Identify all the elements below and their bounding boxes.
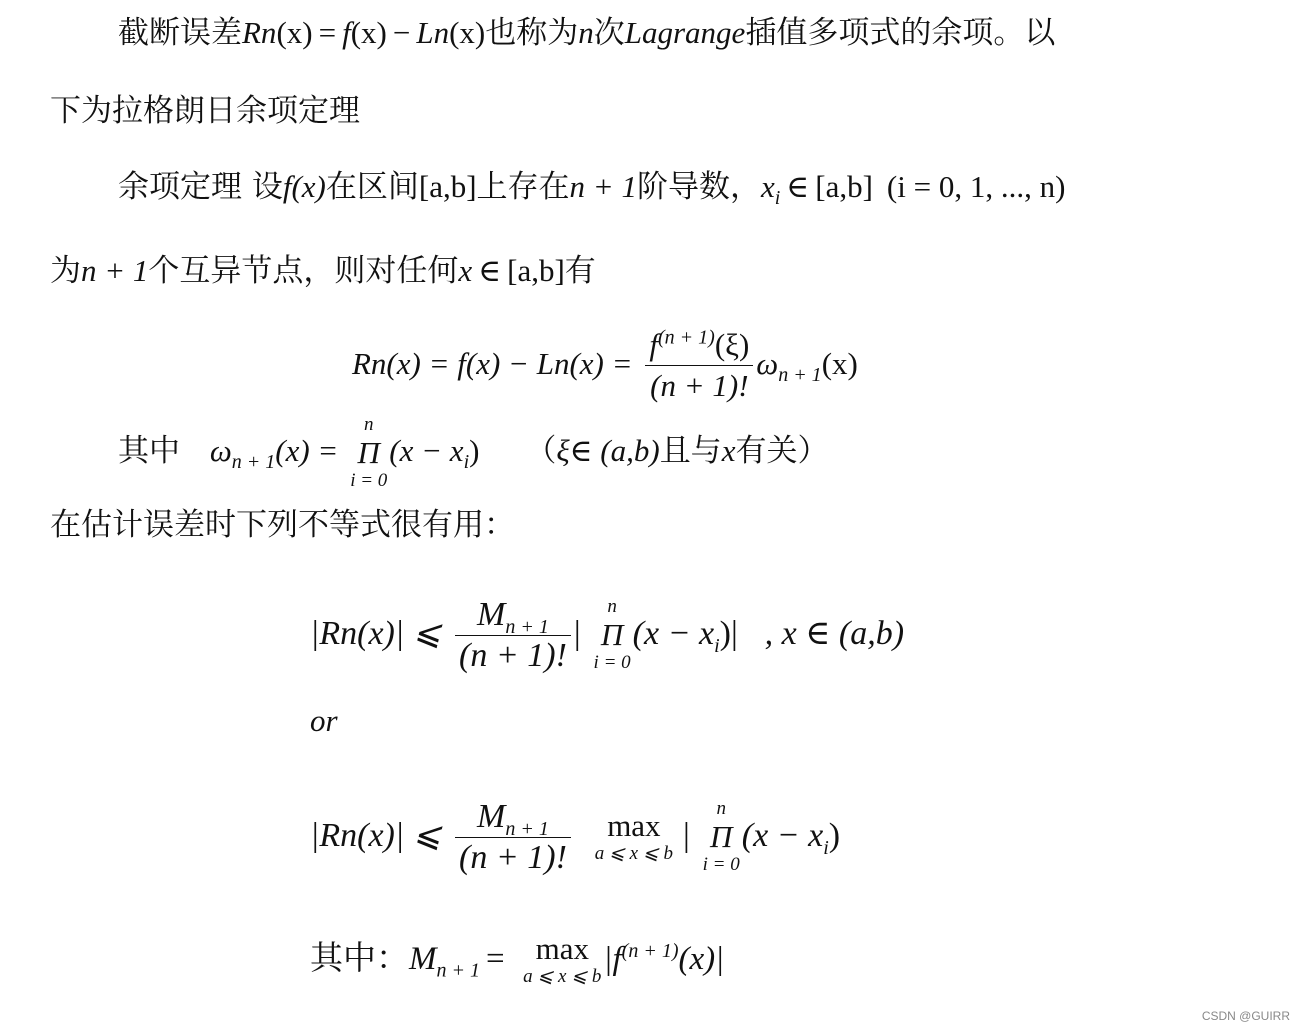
paragraph-inequality-intro — [50, 506, 515, 544]
math-n-plus-1: n + 1 — [81, 253, 149, 288]
math-arg: (x) — [821, 346, 858, 381]
max-operator: max a ⩽ x ⩽ b — [523, 931, 602, 987]
math-range: (i = 0, 1, ..., n) — [886, 169, 1066, 204]
math-arg: (x) — [449, 15, 486, 50]
text: 在区间 — [325, 169, 419, 205]
text: 上存在 — [476, 169, 570, 205]
math-in: ∈ — [786, 169, 810, 204]
fraction-numerator: $f^{(n + 1)}(\xi)$ — [645, 325, 753, 366]
fraction-denominator: (n + 1)! — [459, 838, 567, 876]
math-bar: | — [573, 615, 581, 652]
text-or: or — [310, 703, 338, 738]
math-sup: (n + 1) — [621, 940, 679, 962]
math-x: x — [458, 253, 473, 288]
math-xi: ξ — [556, 433, 570, 468]
text: 次 — [593, 15, 625, 51]
inequality-fraction — [455, 595, 571, 676]
m-definition — [310, 918, 724, 999]
math-n-plus-1: n + 1 — [569, 169, 637, 204]
watermark: CSDN @GUIRR — [1201, 1009, 1290, 1023]
max-operator: max a ⩽ x ⩽ b — [594, 808, 674, 864]
math-condition: ∈ (a,b) — [569, 433, 660, 468]
paragraph-1-line-2 — [50, 92, 360, 130]
paragraph-1-line-1 — [118, 14, 1055, 52]
product-operator: n Π i = 0 — [350, 413, 388, 491]
math-omega: ω — [756, 346, 779, 381]
math-ln: Ln — [416, 15, 450, 50]
math-x: x — [760, 169, 775, 204]
math-arg: (x) — [350, 15, 387, 50]
math-bar: | — [683, 817, 690, 854]
math-f: |f — [603, 941, 622, 977]
inequality-lhs: |Rn(x)| ⩽ — [310, 817, 442, 854]
math-sub: i — [714, 634, 720, 657]
product-operator: n Π i = 0 — [702, 798, 740, 875]
math-m: M — [409, 941, 437, 977]
math-fx: f(x) — [282, 169, 326, 204]
math-arg: (x)| — [678, 941, 725, 977]
math-minus: − — [392, 15, 411, 50]
math-equals: = — [486, 941, 505, 977]
math-condition: , x ∈ (a,b) — [764, 615, 905, 652]
math-lagrange: Lagrange — [624, 15, 746, 50]
formula-remainder — [352, 324, 858, 406]
text: 其中 — [118, 433, 180, 469]
inequality-2 — [310, 790, 840, 881]
theorem-line-1 — [118, 168, 1066, 210]
math-interval: [a,b] — [815, 169, 873, 204]
math-rn: Rn — [242, 15, 277, 50]
text: 且与 — [659, 433, 722, 469]
math-arg: (x) = — [275, 433, 339, 468]
math-equals: = — [318, 15, 337, 50]
or-label — [310, 702, 338, 740]
text: 也称为 — [485, 15, 579, 51]
math-paren: )| — [719, 615, 738, 652]
text: 插值多项式的余项。以 — [745, 15, 1056, 51]
math-sub: n + 1 — [778, 364, 822, 387]
formula-lhs: Rn(x) = f(x) − Ln(x) = — [352, 346, 633, 381]
math-in: ∈ — [478, 253, 502, 288]
math-sub-i: i — [774, 187, 781, 210]
product-operator: n Π i = 0 — [593, 596, 631, 673]
math-sub: i — [463, 451, 470, 474]
math-factor: (x − x — [632, 615, 715, 652]
text: （ — [525, 433, 557, 469]
math-omega: ω — [209, 433, 232, 468]
math-x: x — [721, 433, 736, 468]
math-sub: n + 1 — [231, 451, 276, 474]
math-factor: (x − x — [741, 817, 824, 854]
math-n: n — [578, 15, 594, 50]
fraction-numerator: $M_{n + 1}$ — [455, 797, 571, 838]
inequality-fraction — [455, 797, 571, 878]
fraction-denominator: (n + 1)! — [650, 368, 749, 403]
omega-definition — [118, 412, 828, 492]
math-sub: i — [823, 836, 829, 859]
fraction-denominator: (n + 1)! — [459, 636, 567, 674]
math-f: f — [342, 15, 351, 50]
text: 个互异节点，则对任何 — [148, 253, 459, 289]
theorem-line-2 — [50, 252, 596, 290]
text: 有关） — [735, 433, 829, 469]
text: 为 — [50, 253, 81, 289]
math-sub: n + 1 — [436, 959, 480, 982]
text: 有 — [564, 253, 596, 289]
text: 阶导数， — [636, 169, 761, 205]
math-interval: [a,b] — [418, 169, 477, 204]
text: 下为拉格朗日余项定理 — [50, 93, 360, 129]
inequality-1 — [310, 588, 904, 679]
math-arg: (x) — [276, 15, 313, 50]
text: 余项定理 设 — [118, 169, 283, 205]
math-paren: ) — [828, 817, 841, 854]
inequality-lhs: |Rn(x)| ⩽ — [310, 615, 442, 652]
text: 截断误差 — [118, 15, 242, 51]
math-paren: ) — [469, 433, 480, 468]
text: 在估计误差时下列不等式很有用： — [50, 507, 515, 543]
text: 其中： — [310, 938, 409, 977]
formula-fraction — [645, 325, 753, 406]
fraction-numerator: $M_{n + 1}$ — [455, 595, 571, 636]
math-factor: (x − x — [389, 433, 464, 468]
math-interval: [a,b] — [507, 253, 565, 288]
